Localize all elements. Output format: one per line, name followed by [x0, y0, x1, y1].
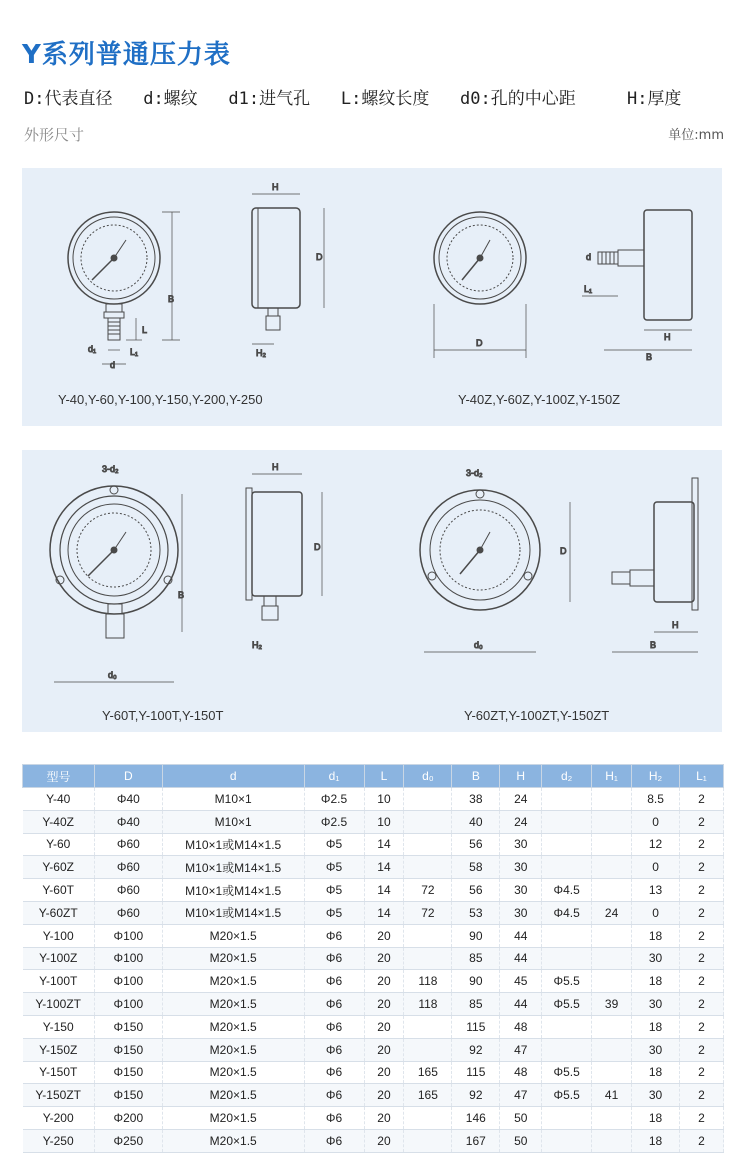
- cell-model: Y-60ZT: [23, 901, 95, 924]
- cell-d: M20×1.5: [162, 1038, 304, 1061]
- cell-D: Φ150: [94, 1061, 162, 1084]
- cell-L: 20: [364, 924, 404, 947]
- cell-H: 30: [500, 833, 542, 856]
- cell-H: 45: [500, 970, 542, 993]
- diagram-panel-standard: [22, 168, 722, 426]
- dim-label-d-z: d: [586, 252, 592, 262]
- dim-label-B-z: B: [646, 352, 653, 362]
- cell-L: 20: [364, 1084, 404, 1107]
- cell-D: Φ200: [94, 1107, 162, 1130]
- cell-d2: Φ4.5: [542, 879, 592, 902]
- dim-label-B-t: B: [178, 590, 185, 600]
- cell-model: Y-150: [23, 1015, 95, 1038]
- table-row: [23, 788, 724, 811]
- cell-L: 20: [364, 1107, 404, 1130]
- cell-B: 115: [452, 1061, 500, 1084]
- cell-d1: Φ6: [304, 947, 364, 970]
- cell-L1: 2: [680, 833, 724, 856]
- cell-H1: [592, 924, 632, 947]
- cell-D: Φ40: [94, 810, 162, 833]
- cell-L: 14: [364, 879, 404, 902]
- legend-item-D: D:代表直径: [24, 89, 113, 109]
- cell-H2: 18: [632, 1015, 680, 1038]
- cell-d0: [404, 1015, 452, 1038]
- cell-B: 56: [452, 879, 500, 902]
- cell-d2: [542, 856, 592, 879]
- cell-L: 14: [364, 901, 404, 924]
- cell-d: M10×1或M14×1.5: [162, 856, 304, 879]
- unit-label: 单位:mm: [668, 128, 724, 143]
- cell-L1: 2: [680, 1061, 724, 1084]
- cell-model: Y-40Z: [23, 810, 95, 833]
- dim-label-d: d: [110, 360, 116, 370]
- cell-d0: [404, 810, 452, 833]
- cell-H2: 18: [632, 1129, 680, 1152]
- cell-B: 90: [452, 970, 500, 993]
- cell-d2: [542, 788, 592, 811]
- table-row: [23, 1015, 724, 1038]
- cell-d1: Φ5: [304, 833, 364, 856]
- header-D: D: [94, 765, 162, 788]
- cell-H2: 18: [632, 1061, 680, 1084]
- caption-standard-models: Y-40,Y-60,Y-100,Y-150,Y-200,Y-250: [58, 392, 263, 407]
- cell-d2: [542, 924, 592, 947]
- cell-H2: 30: [632, 993, 680, 1016]
- header-H: H: [500, 765, 542, 788]
- table-row: [23, 970, 724, 993]
- cell-H2: 18: [632, 970, 680, 993]
- cell-D: Φ250: [94, 1129, 162, 1152]
- header-d2: d₂: [542, 765, 592, 788]
- cell-d: M20×1.5: [162, 924, 304, 947]
- cell-d2: [542, 1129, 592, 1152]
- cell-d: M20×1.5: [162, 993, 304, 1016]
- cell-d: M10×1或M14×1.5: [162, 901, 304, 924]
- header-L: L: [364, 765, 404, 788]
- table-row: [23, 810, 724, 833]
- cell-model: Y-60: [23, 833, 95, 856]
- table-row: [23, 1129, 724, 1152]
- cell-B: 92: [452, 1084, 500, 1107]
- cell-H: 50: [500, 1107, 542, 1130]
- cell-L1: 2: [680, 856, 724, 879]
- cell-H: 50: [500, 1129, 542, 1152]
- caption-zt-models: Y-60ZT,Y-100ZT,Y-150ZT: [464, 708, 610, 723]
- cell-d: M20×1.5: [162, 1015, 304, 1038]
- cell-d: M20×1.5: [162, 1107, 304, 1130]
- cell-d1: Φ6: [304, 924, 364, 947]
- cell-L1: 2: [680, 901, 724, 924]
- cell-H2: 30: [632, 947, 680, 970]
- cell-L1: 2: [680, 1129, 724, 1152]
- dim-label-D: D: [316, 252, 323, 262]
- cell-d: M20×1.5: [162, 947, 304, 970]
- cell-B: 90: [452, 924, 500, 947]
- table-row: [23, 993, 724, 1016]
- cell-model: Y-150ZT: [23, 1084, 95, 1107]
- dim-label-H-t: H: [272, 462, 279, 472]
- dim-label-L1: L₁: [130, 347, 139, 357]
- cell-D: Φ100: [94, 924, 162, 947]
- cell-H1: 41: [592, 1084, 632, 1107]
- cell-d: M20×1.5: [162, 1084, 304, 1107]
- dim-label-D-t: D: [314, 542, 321, 552]
- cell-D: Φ60: [94, 856, 162, 879]
- cell-model: Y-150T: [23, 1061, 95, 1084]
- cell-L: 14: [364, 856, 404, 879]
- section-label: 外形尺寸: [24, 126, 85, 144]
- cell-H1: [592, 1061, 632, 1084]
- cell-H1: [592, 1015, 632, 1038]
- table-row: [23, 1084, 724, 1107]
- cell-H1: [592, 1129, 632, 1152]
- cell-B: 40: [452, 810, 500, 833]
- cell-d2: Φ4.5: [542, 901, 592, 924]
- cell-H2: 13: [632, 879, 680, 902]
- cell-D: Φ60: [94, 879, 162, 902]
- cell-B: 167: [452, 1129, 500, 1152]
- cell-H: 47: [500, 1038, 542, 1061]
- gauge-t-front-drawing: [50, 486, 185, 682]
- cell-d1: Φ2.5: [304, 788, 364, 811]
- cell-D: Φ100: [94, 947, 162, 970]
- caption-z-models: Y-40Z,Y-60Z,Y-100Z,Y-150Z: [458, 392, 621, 407]
- cell-d: M20×1.5: [162, 1061, 304, 1084]
- cell-d1: Φ5: [304, 901, 364, 924]
- cell-H2: 30: [632, 1038, 680, 1061]
- cell-H: 44: [500, 924, 542, 947]
- cell-L: 14: [364, 833, 404, 856]
- cell-d1: Φ2.5: [304, 810, 364, 833]
- cell-H2: 18: [632, 924, 680, 947]
- cell-B: 85: [452, 947, 500, 970]
- legend-item-d: d:螺纹: [143, 89, 198, 109]
- cell-d2: [542, 1015, 592, 1038]
- cell-H1: [592, 1107, 632, 1130]
- header-H2: H₂: [632, 765, 680, 788]
- cell-d2: [542, 1107, 592, 1130]
- header-d: d: [162, 765, 304, 788]
- cell-H2: 0: [632, 901, 680, 924]
- cell-d1: Φ5: [304, 856, 364, 879]
- cell-H: 48: [500, 1015, 542, 1038]
- cell-model: Y-200: [23, 1107, 95, 1130]
- gauge-z-front-drawing: [434, 212, 526, 358]
- gauge-side-drawing: [252, 194, 324, 344]
- cell-H: 44: [500, 993, 542, 1016]
- cell-D: Φ60: [94, 833, 162, 856]
- cell-d1: Φ6: [304, 1038, 364, 1061]
- cell-L1: 2: [680, 970, 724, 993]
- cell-L: 20: [364, 1061, 404, 1084]
- cell-L: 10: [364, 810, 404, 833]
- cell-L1: 2: [680, 924, 724, 947]
- cell-d2: [542, 810, 592, 833]
- dimension-legend: [24, 84, 681, 109]
- header-B: B: [452, 765, 500, 788]
- cell-d1: Φ6: [304, 970, 364, 993]
- header-L1: L₁: [680, 765, 724, 788]
- table-header-row: [23, 765, 724, 788]
- table-row: [23, 833, 724, 856]
- dim-label-H2: H₂: [256, 348, 266, 358]
- cell-d0: 72: [404, 879, 452, 902]
- cell-H2: 0: [632, 856, 680, 879]
- dim-label-H2-t: H₂: [252, 640, 262, 650]
- cell-L: 20: [364, 1015, 404, 1038]
- cell-H2: 0: [632, 810, 680, 833]
- dim-label-B-zt: B: [650, 640, 657, 650]
- dim-label-H: H: [272, 182, 279, 192]
- cell-d0: [404, 833, 452, 856]
- cell-d: M10×1或M14×1.5: [162, 833, 304, 856]
- cell-d: M10×1或M14×1.5: [162, 879, 304, 902]
- cell-d1: Φ6: [304, 1107, 364, 1130]
- dim-label-d0-t: d₀: [108, 670, 117, 680]
- cell-B: 92: [452, 1038, 500, 1061]
- cell-D: Φ150: [94, 1084, 162, 1107]
- cell-d0: [404, 1038, 452, 1061]
- cell-d2: Φ5.5: [542, 970, 592, 993]
- cell-L1: 2: [680, 1038, 724, 1061]
- cell-d1: Φ6: [304, 1084, 364, 1107]
- legend-item-H: H:厚度: [626, 89, 682, 109]
- dim-label-d0-zt: d₀: [474, 640, 483, 650]
- cell-L1: 2: [680, 788, 724, 811]
- cell-L1: 2: [680, 947, 724, 970]
- cell-D: Φ150: [94, 1038, 162, 1061]
- table-row: [23, 879, 724, 902]
- cell-L: 10: [364, 788, 404, 811]
- cell-H1: [592, 788, 632, 811]
- cell-H: 44: [500, 947, 542, 970]
- dim-label-D-z: D: [476, 338, 483, 348]
- page-title: Y系列普通压力表: [22, 40, 231, 70]
- cell-H1: 39: [592, 993, 632, 1016]
- cell-H1: 24: [592, 901, 632, 924]
- cell-model: Y-100ZT: [23, 993, 95, 1016]
- cell-H1: [592, 856, 632, 879]
- gauge-t-side-drawing: [246, 474, 322, 620]
- cell-H: 30: [500, 901, 542, 924]
- cell-L1: 2: [680, 1015, 724, 1038]
- cell-d1: Φ6: [304, 1015, 364, 1038]
- cell-D: Φ100: [94, 993, 162, 1016]
- table-row: [23, 947, 724, 970]
- cell-H2: 8.5: [632, 788, 680, 811]
- cell-D: Φ40: [94, 788, 162, 811]
- caption-t-models: Y-60T,Y-100T,Y-150T: [102, 708, 224, 723]
- cell-H1: [592, 810, 632, 833]
- cell-H: 24: [500, 810, 542, 833]
- cell-model: Y-250: [23, 1129, 95, 1152]
- dim-label-H-zt: H: [672, 620, 679, 630]
- cell-d0: [404, 856, 452, 879]
- cell-d2: [542, 1038, 592, 1061]
- diagram-flanged-svg: [22, 450, 722, 732]
- gauge-zt-front-drawing: [420, 490, 540, 652]
- cell-H1: [592, 879, 632, 902]
- table-row: [23, 856, 724, 879]
- cell-L1: 2: [680, 879, 724, 902]
- cell-B: 146: [452, 1107, 500, 1130]
- cell-B: 115: [452, 1015, 500, 1038]
- dim-label-D-zt: D: [560, 546, 567, 556]
- dim-label-B: B: [168, 294, 175, 304]
- cell-B: 53: [452, 901, 500, 924]
- cell-d: M20×1.5: [162, 970, 304, 993]
- cell-D: Φ100: [94, 970, 162, 993]
- cell-L: 20: [364, 1129, 404, 1152]
- diagram-panel-flanged: [22, 450, 722, 732]
- cell-d0: 165: [404, 1084, 452, 1107]
- cell-D: Φ150: [94, 1015, 162, 1038]
- cell-model: Y-100: [23, 924, 95, 947]
- legend-item-L: L:螺纹长度: [340, 89, 430, 109]
- cell-L1: 2: [680, 993, 724, 1016]
- cell-H: 47: [500, 1084, 542, 1107]
- cell-d1: Φ5: [304, 879, 364, 902]
- cell-d1: Φ6: [304, 1061, 364, 1084]
- cell-d1: Φ6: [304, 1129, 364, 1152]
- cell-L: 20: [364, 970, 404, 993]
- cell-L1: 2: [680, 810, 724, 833]
- cell-H: 30: [500, 856, 542, 879]
- cell-B: 85: [452, 993, 500, 1016]
- cell-B: 58: [452, 856, 500, 879]
- cell-H2: 30: [632, 1084, 680, 1107]
- dim-label-3d2-zt: 3-d₂: [466, 468, 483, 478]
- gauge-front-drawing: [68, 212, 180, 364]
- header-H1: H₁: [592, 765, 632, 788]
- cell-d2: [542, 947, 592, 970]
- cell-model: Y-60Z: [23, 856, 95, 879]
- cell-L: 20: [364, 993, 404, 1016]
- cell-H: 30: [500, 879, 542, 902]
- dim-label-H-z: H: [664, 332, 671, 342]
- table-row: [23, 901, 724, 924]
- cell-H2: 12: [632, 833, 680, 856]
- gauge-z-side-drawing: [582, 210, 692, 350]
- cell-d0: [404, 1107, 452, 1130]
- cell-d2: Φ5.5: [542, 1061, 592, 1084]
- cell-L: 20: [364, 947, 404, 970]
- header-d1: d₁: [304, 765, 364, 788]
- cell-d: M20×1.5: [162, 1129, 304, 1152]
- diagram-standard-svg: [22, 168, 722, 426]
- cell-B: 56: [452, 833, 500, 856]
- cell-d2: [542, 833, 592, 856]
- table-row: [23, 924, 724, 947]
- cell-L1: 2: [680, 1084, 724, 1107]
- cell-H: 24: [500, 788, 542, 811]
- cell-model: Y-100T: [23, 970, 95, 993]
- table-row: [23, 1061, 724, 1084]
- cell-d0: [404, 1129, 452, 1152]
- cell-H2: 18: [632, 1107, 680, 1130]
- legend-item-d1: d1:进气孔: [228, 89, 311, 109]
- table-row: [23, 1107, 724, 1130]
- cell-model: Y-100Z: [23, 947, 95, 970]
- cell-model: Y-150Z: [23, 1038, 95, 1061]
- cell-H1: [592, 1038, 632, 1061]
- dim-label-L1-z: L₁: [584, 284, 593, 294]
- cell-d0: [404, 788, 452, 811]
- gauge-zt-side-drawing: [570, 478, 698, 652]
- cell-d2: Φ5.5: [542, 1084, 592, 1107]
- cell-d0: 72: [404, 901, 452, 924]
- cell-D: Φ60: [94, 901, 162, 924]
- header-model: 型号: [23, 765, 95, 788]
- cell-H1: [592, 947, 632, 970]
- cell-H1: [592, 833, 632, 856]
- cell-d0: 165: [404, 1061, 452, 1084]
- cell-model: Y-60T: [23, 879, 95, 902]
- cell-d: M10×1: [162, 810, 304, 833]
- cell-model: Y-40: [23, 788, 95, 811]
- cell-d0: 118: [404, 993, 452, 1016]
- header-d0: d₀: [404, 765, 452, 788]
- dim-label-L: L: [142, 325, 148, 335]
- cell-d0: 118: [404, 970, 452, 993]
- cell-L1: 2: [680, 1107, 724, 1130]
- dim-label-3d2: 3-d₂: [102, 464, 119, 474]
- cell-d2: Φ5.5: [542, 993, 592, 1016]
- table-row: [23, 1038, 724, 1061]
- cell-B: 38: [452, 788, 500, 811]
- legend-item-d0: d0:孔的中心距: [460, 89, 576, 109]
- cell-d: M10×1: [162, 788, 304, 811]
- cell-L: 20: [364, 1038, 404, 1061]
- cell-d1: Φ6: [304, 993, 364, 1016]
- cell-H: 48: [500, 1061, 542, 1084]
- cell-d0: [404, 924, 452, 947]
- cell-H1: [592, 970, 632, 993]
- spec-table: [22, 764, 724, 1153]
- dim-label-d1: d₁: [88, 344, 97, 354]
- cell-d0: [404, 947, 452, 970]
